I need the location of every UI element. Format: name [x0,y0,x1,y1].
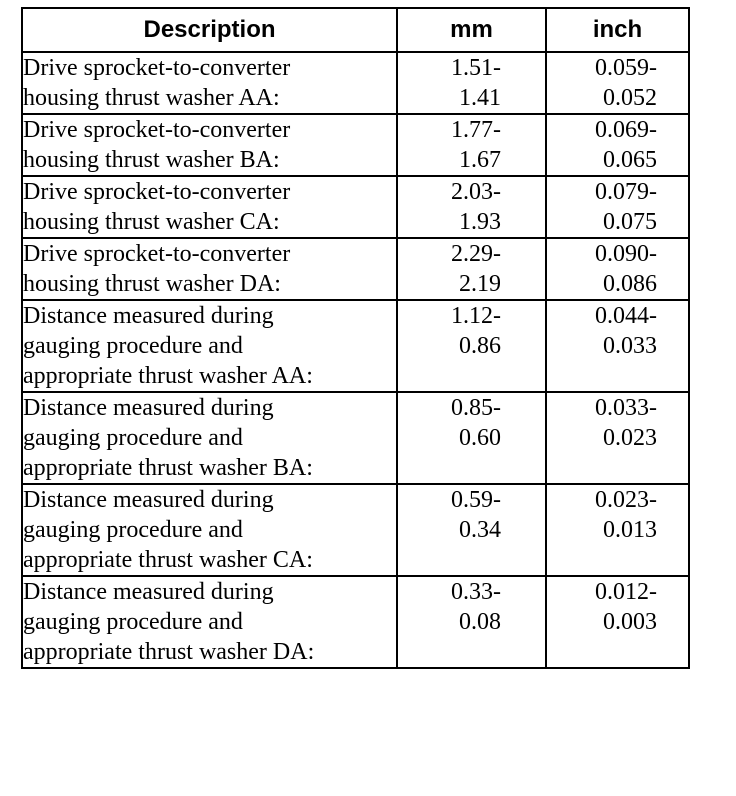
mm-lower: 0.86 [459,333,501,359]
description-line: Drive sprocket-to-converter [23,241,291,267]
mm-cell [397,484,546,576]
inch-lower: 0.086 [603,271,657,297]
inch-upper: 0.059- [595,55,657,81]
inch-upper: 0.012- [595,579,657,605]
thrust-washer-spec-table [21,7,690,669]
mm-lower: 1.93 [459,209,501,235]
description-cell [22,114,397,176]
inch-upper: 0.033- [595,395,657,421]
description-cell [22,484,397,576]
inch-cell [546,300,689,392]
inch-cell [546,114,689,176]
table-row [22,300,689,392]
description-line: appropriate thrust washer CA: [23,547,313,573]
inch-cell [546,576,689,668]
inch-upper: 0.023- [595,487,657,513]
inch-upper: 0.090- [595,241,657,267]
mm-cell [397,52,546,114]
inch-cell [546,238,689,300]
mm-upper: 0.85- [451,395,501,421]
inch-lower: 0.003 [603,609,657,635]
mm-lower: 0.08 [459,609,501,635]
description-line: housing thrust washer DA: [23,271,281,297]
description-cell [22,576,397,668]
mm-upper: 0.33- [451,579,501,605]
mm-lower: 0.34 [459,517,501,543]
mm-cell [397,576,546,668]
inch-upper: 0.044- [595,303,657,329]
mm-upper: 2.29- [451,241,501,267]
inch-cell [546,176,689,238]
description-line: appropriate thrust washer BA: [23,455,313,481]
inch-cell [546,484,689,576]
table-row [22,52,689,114]
description-line: gauging procedure and [23,425,243,451]
inch-upper: 0.069- [595,117,657,143]
description-cell [22,392,397,484]
table-row [22,576,689,668]
table-row [22,114,689,176]
description-cell [22,300,397,392]
mm-upper: 1.12- [451,303,501,329]
inch-lower: 0.075 [603,209,657,235]
description-line: Drive sprocket-to-converter [23,179,291,205]
mm-lower: 1.41 [459,85,501,111]
description-line: gauging procedure and [23,517,243,543]
mm-upper: 0.59- [451,487,501,513]
description-line: housing thrust washer CA: [23,209,280,235]
mm-upper: 2.03- [451,179,501,205]
description-line: gauging procedure and [23,609,243,635]
mm-cell [397,392,546,484]
mm-cell [397,300,546,392]
inch-lower: 0.023 [603,425,657,451]
mm-lower: 0.60 [459,425,501,451]
description-line: Drive sprocket-to-converter [23,55,291,81]
header-row [22,8,689,52]
inch-lower: 0.013 [603,517,657,543]
description-line: housing thrust washer BA: [23,147,280,173]
header-inch: inch [546,8,689,52]
description-cell [22,52,397,114]
header-mm: mm [397,8,546,52]
description-line: appropriate thrust washer DA: [23,639,315,665]
inch-lower: 0.033 [603,333,657,359]
description-line: Distance measured during [23,303,274,329]
description-cell [22,176,397,238]
description-line: housing thrust washer AA: [23,85,280,111]
mm-upper: 1.51- [451,55,501,81]
inch-upper: 0.079- [595,179,657,205]
mm-lower: 2.19 [459,271,501,297]
description-line: appropriate thrust washer AA: [23,363,313,389]
inch-cell [546,52,689,114]
mm-upper: 1.77- [451,117,501,143]
table-row [22,176,689,238]
description-line: Distance measured during [23,487,274,513]
mm-cell [397,238,546,300]
table-row [22,392,689,484]
mm-lower: 1.67 [459,147,501,173]
inch-lower: 0.065 [603,147,657,173]
description-line: Distance measured during [23,579,274,605]
inch-lower: 0.052 [603,85,657,111]
mm-cell [397,176,546,238]
description-cell [22,238,397,300]
table-row [22,238,689,300]
mm-cell [397,114,546,176]
table-row [22,484,689,576]
header-description: Description [22,8,397,52]
inch-cell [546,392,689,484]
description-line: gauging procedure and [23,333,243,359]
description-line: Distance measured during [23,395,274,421]
description-line: Drive sprocket-to-converter [23,117,291,143]
